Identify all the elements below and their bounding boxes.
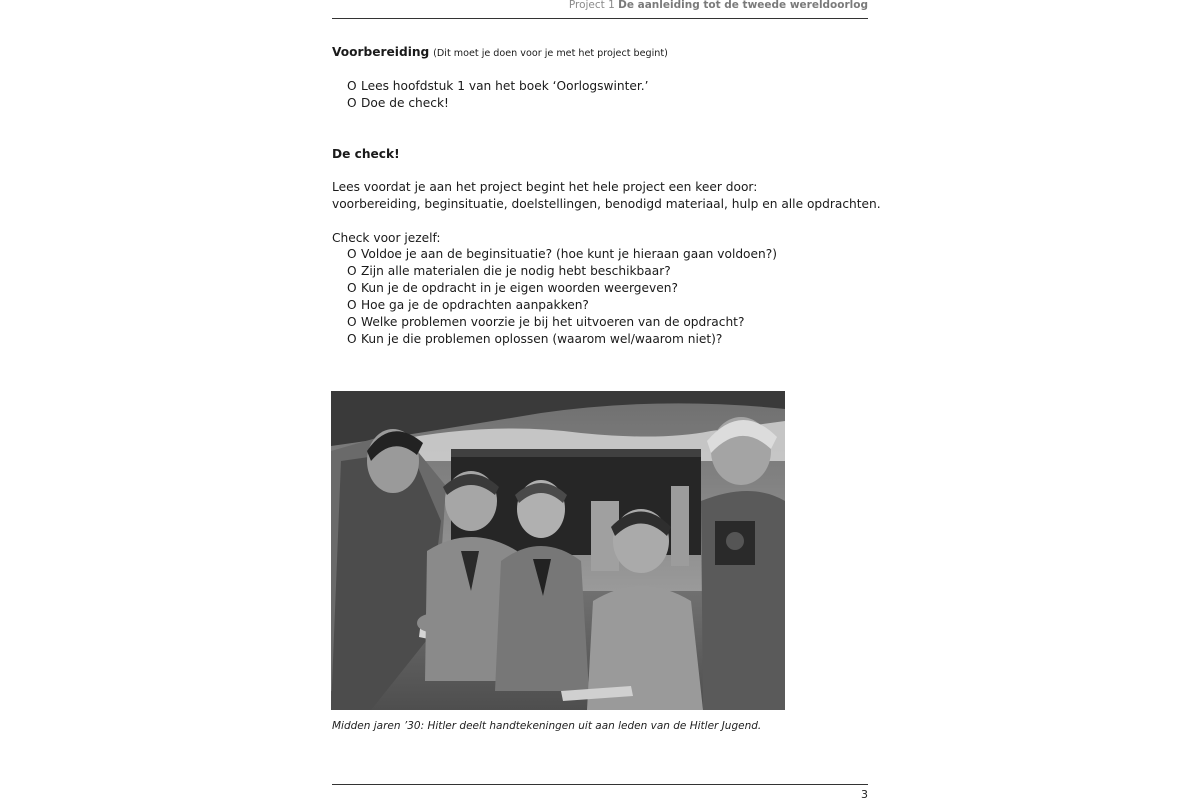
bullet-marker: O: [347, 298, 357, 312]
list-item: [347, 281, 678, 295]
check-intro-line1: Lees voordat je aan het project begint het hele project een keer door:: [332, 180, 758, 194]
list-item-text: Hoe ga je de opdrachten aanpakken?: [361, 298, 589, 312]
list-item: [347, 96, 449, 110]
list-item-text: Doe de check!: [361, 96, 449, 110]
bullet-marker: O: [347, 247, 357, 261]
check-title: De check!: [332, 147, 400, 161]
bullet-marker: O: [347, 281, 357, 295]
voorbereiding-heading: [332, 45, 668, 59]
historical-photo: [331, 391, 785, 710]
bullet-marker: O: [347, 332, 357, 346]
list-item-text: Kun je die problemen oplossen (waarom wel/waarom niet)?: [361, 332, 723, 346]
page-footer: [332, 784, 868, 801]
list-item: [347, 298, 589, 312]
list-item: [347, 332, 722, 346]
list-item-text: Welke problemen voorzie je bij het uitvoeren van de opdracht?: [361, 315, 745, 329]
list-item: [347, 315, 744, 329]
photo-illustration: [331, 391, 785, 710]
list-item: [347, 247, 777, 261]
list-item-text: Zijn alle materialen die je nodig hebt beschikbaar?: [361, 264, 671, 278]
bullet-marker: O: [347, 79, 357, 93]
running-header: [332, 0, 868, 19]
list-item-text: Voldoe je aan de beginsituatie? (hoe kunt je hieraan gaan voldoen?): [361, 247, 777, 261]
header-project: Project 1: [568, 0, 615, 11]
list-item-text: Kun je de opdracht in je eigen woorden weergeven?: [361, 281, 678, 295]
voorbereiding-note: (Dit moet je doen voor je met het project begint): [433, 48, 668, 59]
header-text: [569, 0, 868, 11]
bullet-marker: O: [347, 96, 357, 110]
page-number: 3: [861, 788, 868, 801]
self-check-label: Check voor jezelf:: [332, 231, 441, 245]
voorbereiding-title: Voorbereiding: [332, 45, 430, 59]
bullet-marker: O: [347, 315, 357, 329]
bullet-marker: O: [347, 264, 357, 278]
check-intro-line2: voorbereiding, beginsituatie, doelstellingen, benodigd materiaal, hulp en alle opdrachten.: [332, 197, 881, 211]
list-item: [347, 79, 649, 93]
header-title: De aanleiding tot de tweede wereldoorlog: [618, 0, 868, 11]
list-item: [347, 264, 671, 278]
photo-caption: Midden jaren ’30: Hitler deelt handtekeningen uit aan leden van de Hitler Jugend.: [332, 720, 762, 732]
list-item-text: Lees hoofdstuk 1 van het boek ‘Oorlogswinter.’: [361, 79, 649, 93]
